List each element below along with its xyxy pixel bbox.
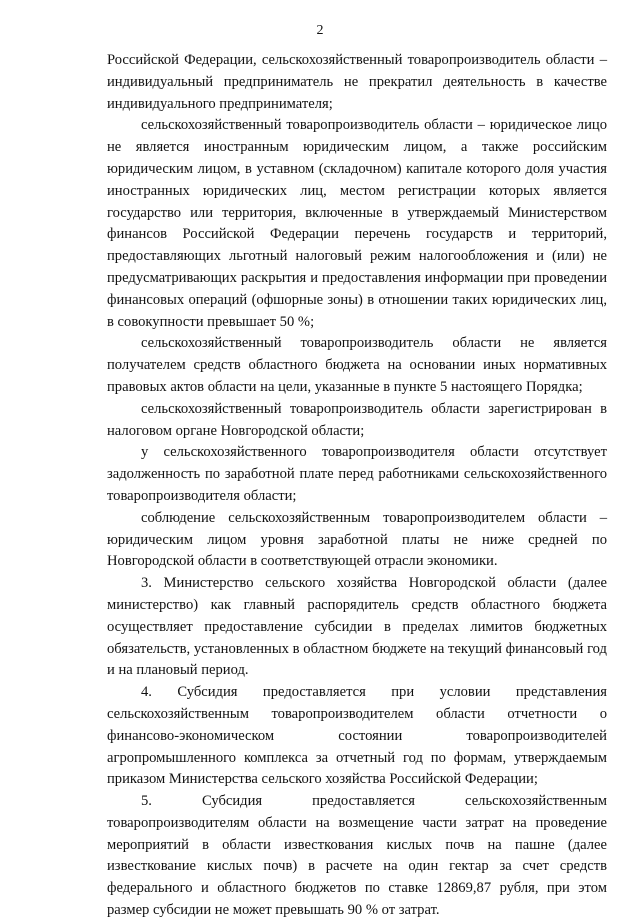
paragraph-registered-condition: сельскохозяйственный товаропроизводитель области зарегистрирован в налоговом органе Новгородской области; — [107, 400, 607, 439]
paragraph-item-5: 5. Субсидия предоставляется сельскохозяйственным товаропроизводителям области на возмещение части затрат на проведение мероприятий в области известкования кислых почв на пашне (далее известкование кислых почв) в расчете на один гектар за счет средств федерального и областного бюджетов по ставке 12869,87 рубля, при этом размер субсидии не может превышать 90 % от затрат. — [107, 793, 607, 919]
paragraph-item-4: 4. Субсидия предоставляется при условии представления сельскохозяйственным товаропроизводителем области отчетности о финансово-экономическом состоянии товаропроизводителей агропромышленного комплекса за отчетный год по формам, утверждаемым приказом Министерства сельского хозяйства Российской Федерации; — [107, 684, 607, 788]
paragraph-continuation: Российской Федерации, сельскохозяйственный товаропроизводитель области – индивидуальный предприниматель не прекратил деятельность в качестве индивидуального предпринимателя; — [107, 52, 607, 112]
page-number: 2 — [316, 23, 324, 38]
paragraph-legal-entity-condition: сельскохозяйственный товаропроизводитель области – юридическое лицо не является иностранным юридическим лицом, а также российским юридическим лицом, в уставном (складочном) капитале которого доля участия иностранных юридических лиц, местом регистрации которых является государство или территория, включенные в утверждаемый Министерством финансов Российской Федерации перечень государств и территорий, предоставляющих льготный налоговый режим налогообложения и (или) не предусматривающих раскрытия и предоставления информации при проведении финансовых операций (офшорные зоны) в отношении таких юридических лиц, в совокупности превышает 50 %; — [107, 117, 607, 330]
paragraph-wage-level-condition: соблюдение сельскохозяйственным товаропроизводителем области – юридическим лицом уровня заработной платы не ниже средней по Новгородской области в соответствующей отрасли экономики. — [107, 509, 607, 570]
paragraph-not-recipient-condition: сельскохозяйственный товаропроизводитель области не является получателем средств областного бюджета на основании иных нормативных правовых актов области на цели, указанные в пункте 5 настоящего Порядка; — [107, 335, 607, 395]
paragraph-item-3: 3. Министерство сельского хозяйства Новгородской области (далее министерство) как главный распорядитель средств областного бюджета осуществляет предоставление субсидии в пределах лимитов бюджетных обязательств, установленных в областном бюджете на текущий финансовый год и на плановый период. — [107, 575, 607, 679]
paragraph-no-wage-debt-condition: у сельскохозяйственного товаропроизводителя области отсутствует задолженность по заработной плате перед работниками сельскохозяйственного товаропроизводителя области; — [107, 444, 607, 504]
document-body — [107, 50, 607, 922]
